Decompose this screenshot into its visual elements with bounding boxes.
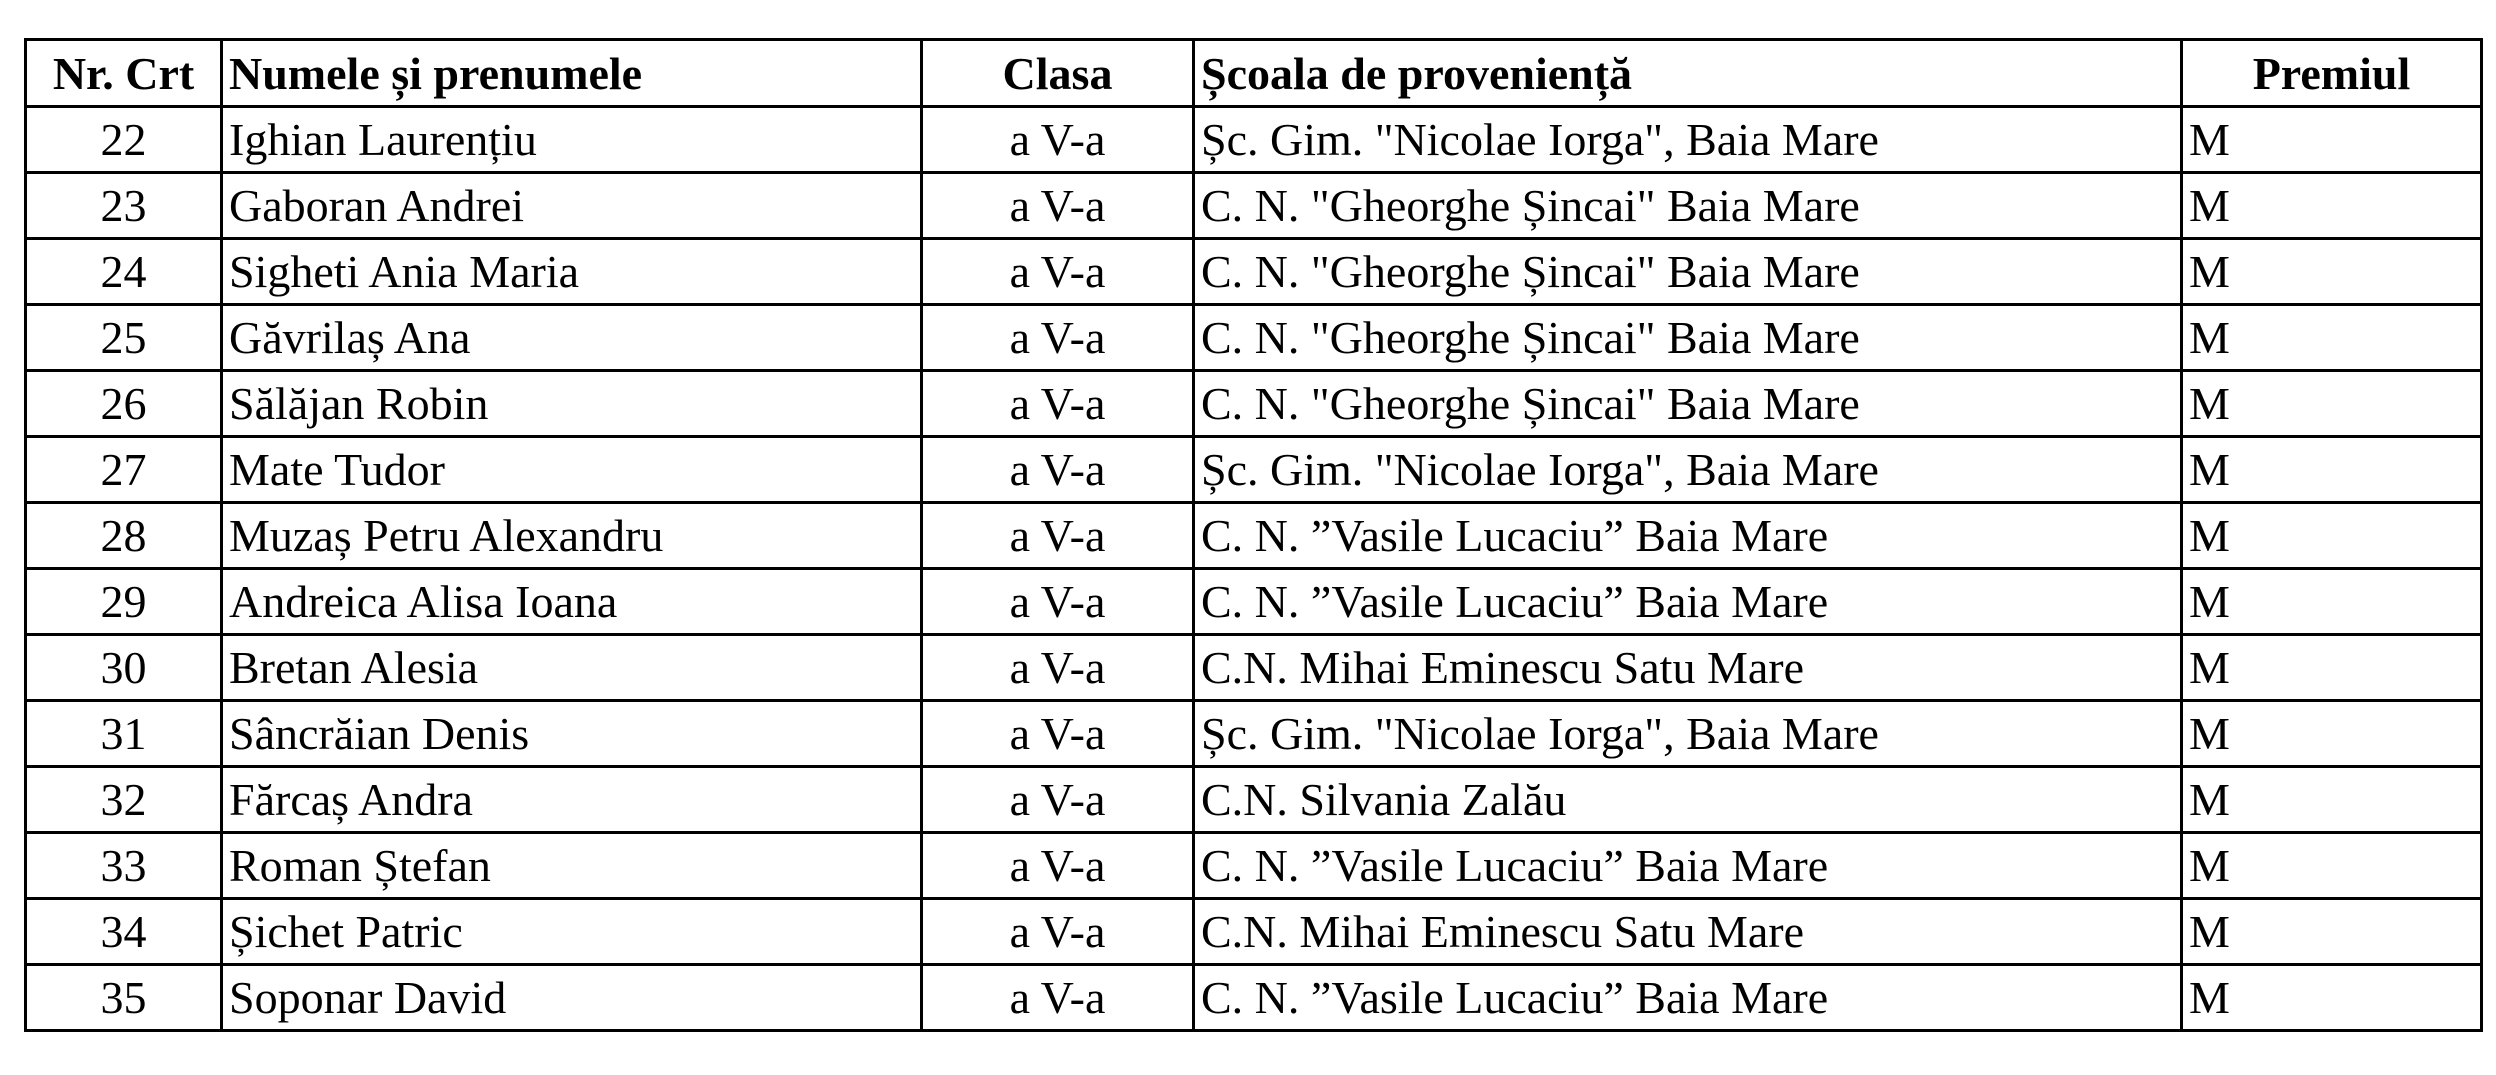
table-row — [26, 173, 2482, 239]
cell-nume: Soponar David — [222, 965, 922, 1031]
table-row — [26, 701, 2482, 767]
cell-premiul: M — [2182, 899, 2482, 965]
cell-premiul: M — [2182, 437, 2482, 503]
cell-clasa: a V-a — [922, 635, 1194, 701]
cell-scoala: C.N. Silvania Zalău — [1194, 767, 2182, 833]
table-row — [26, 503, 2482, 569]
results-table — [24, 38, 2483, 1032]
cell-clasa: a V-a — [922, 173, 1194, 239]
cell-premiul: M — [2182, 569, 2482, 635]
cell-nr-crt: 24 — [26, 239, 222, 305]
cell-clasa: a V-a — [922, 503, 1194, 569]
cell-clasa: a V-a — [922, 437, 1194, 503]
cell-premiul: M — [2182, 635, 2482, 701]
header-clasa: Clasa — [922, 40, 1194, 107]
cell-nr-crt: 34 — [26, 899, 222, 965]
cell-scoala: Șc. Gim. "Nicolae Iorga", Baia Mare — [1194, 107, 2182, 173]
cell-nr-crt: 27 — [26, 437, 222, 503]
cell-nr-crt: 22 — [26, 107, 222, 173]
cell-scoala: C. N. ”Vasile Lucaciu” Baia Mare — [1194, 503, 2182, 569]
cell-clasa: a V-a — [922, 569, 1194, 635]
cell-premiul: M — [2182, 767, 2482, 833]
header-nume: Numele și prenumele — [222, 40, 922, 107]
table-row — [26, 305, 2482, 371]
cell-scoala: C. N. ”Vasile Lucaciu” Baia Mare — [1194, 965, 2182, 1031]
header-nr-crt: Nr. Crt — [26, 40, 222, 107]
cell-nume: Sălăjan Robin — [222, 371, 922, 437]
cell-nr-crt: 33 — [26, 833, 222, 899]
table-row — [26, 569, 2482, 635]
cell-premiul: M — [2182, 965, 2482, 1031]
header-premiul: Premiul — [2182, 40, 2482, 107]
cell-scoala: Șc. Gim. "Nicolae Iorga", Baia Mare — [1194, 701, 2182, 767]
cell-nume: Muzaș Petru Alexandru — [222, 503, 922, 569]
cell-clasa: a V-a — [922, 965, 1194, 1031]
cell-premiul: M — [2182, 239, 2482, 305]
cell-scoala: C. N. "Gheorghe Șincai" Baia Mare — [1194, 371, 2182, 437]
cell-premiul: M — [2182, 503, 2482, 569]
results-table-container — [24, 38, 2480, 1032]
cell-scoala: C. N. "Gheorghe Șincai" Baia Mare — [1194, 239, 2182, 305]
cell-nr-crt: 23 — [26, 173, 222, 239]
cell-nume: Bretan Alesia — [222, 635, 922, 701]
table-header-row — [26, 40, 2482, 107]
table-row — [26, 437, 2482, 503]
cell-clasa: a V-a — [922, 107, 1194, 173]
cell-scoala: C. N. ”Vasile Lucaciu” Baia Mare — [1194, 569, 2182, 635]
cell-nume: Mate Tudor — [222, 437, 922, 503]
cell-premiul: M — [2182, 833, 2482, 899]
cell-nume: Gaboran Andrei — [222, 173, 922, 239]
cell-scoala: C. N. "Gheorghe Șincai" Baia Mare — [1194, 305, 2182, 371]
cell-nr-crt: 25 — [26, 305, 222, 371]
cell-clasa: a V-a — [922, 833, 1194, 899]
table-row — [26, 833, 2482, 899]
cell-clasa: a V-a — [922, 305, 1194, 371]
cell-nume: Șichet Patric — [222, 899, 922, 965]
table-row — [26, 371, 2482, 437]
cell-scoala: C. N. ”Vasile Lucaciu” Baia Mare — [1194, 833, 2182, 899]
cell-clasa: a V-a — [922, 371, 1194, 437]
cell-nr-crt: 35 — [26, 965, 222, 1031]
cell-nr-crt: 32 — [26, 767, 222, 833]
cell-nr-crt: 26 — [26, 371, 222, 437]
cell-nr-crt: 29 — [26, 569, 222, 635]
cell-nume: Roman Ștefan — [222, 833, 922, 899]
cell-nume: Andreica Alisa Ioana — [222, 569, 922, 635]
cell-scoala: C. N. "Gheorghe Șincai" Baia Mare — [1194, 173, 2182, 239]
table-row — [26, 239, 2482, 305]
cell-clasa: a V-a — [922, 899, 1194, 965]
cell-premiul: M — [2182, 107, 2482, 173]
cell-clasa: a V-a — [922, 239, 1194, 305]
header-scoala: Școala de proveniență — [1194, 40, 2182, 107]
table-row — [26, 899, 2482, 965]
cell-nume: Găvrilaș Ana — [222, 305, 922, 371]
cell-premiul: M — [2182, 305, 2482, 371]
cell-premiul: M — [2182, 173, 2482, 239]
cell-nr-crt: 31 — [26, 701, 222, 767]
table-row — [26, 767, 2482, 833]
cell-nr-crt: 30 — [26, 635, 222, 701]
cell-nr-crt: 28 — [26, 503, 222, 569]
cell-nume: Ighian Laurențiu — [222, 107, 922, 173]
cell-scoala: C.N. Mihai Eminescu Satu Mare — [1194, 635, 2182, 701]
cell-nume: Sâncrăian Denis — [222, 701, 922, 767]
cell-scoala: Șc. Gim. "Nicolae Iorga", Baia Mare — [1194, 437, 2182, 503]
cell-scoala: C.N. Mihai Eminescu Satu Mare — [1194, 899, 2182, 965]
cell-nume: Fărcaș Andra — [222, 767, 922, 833]
table-row — [26, 965, 2482, 1031]
cell-nume: Sigheti Ania Maria — [222, 239, 922, 305]
cell-clasa: a V-a — [922, 701, 1194, 767]
table-row — [26, 635, 2482, 701]
cell-premiul: M — [2182, 371, 2482, 437]
cell-premiul: M — [2182, 701, 2482, 767]
cell-clasa: a V-a — [922, 767, 1194, 833]
table-row — [26, 107, 2482, 173]
